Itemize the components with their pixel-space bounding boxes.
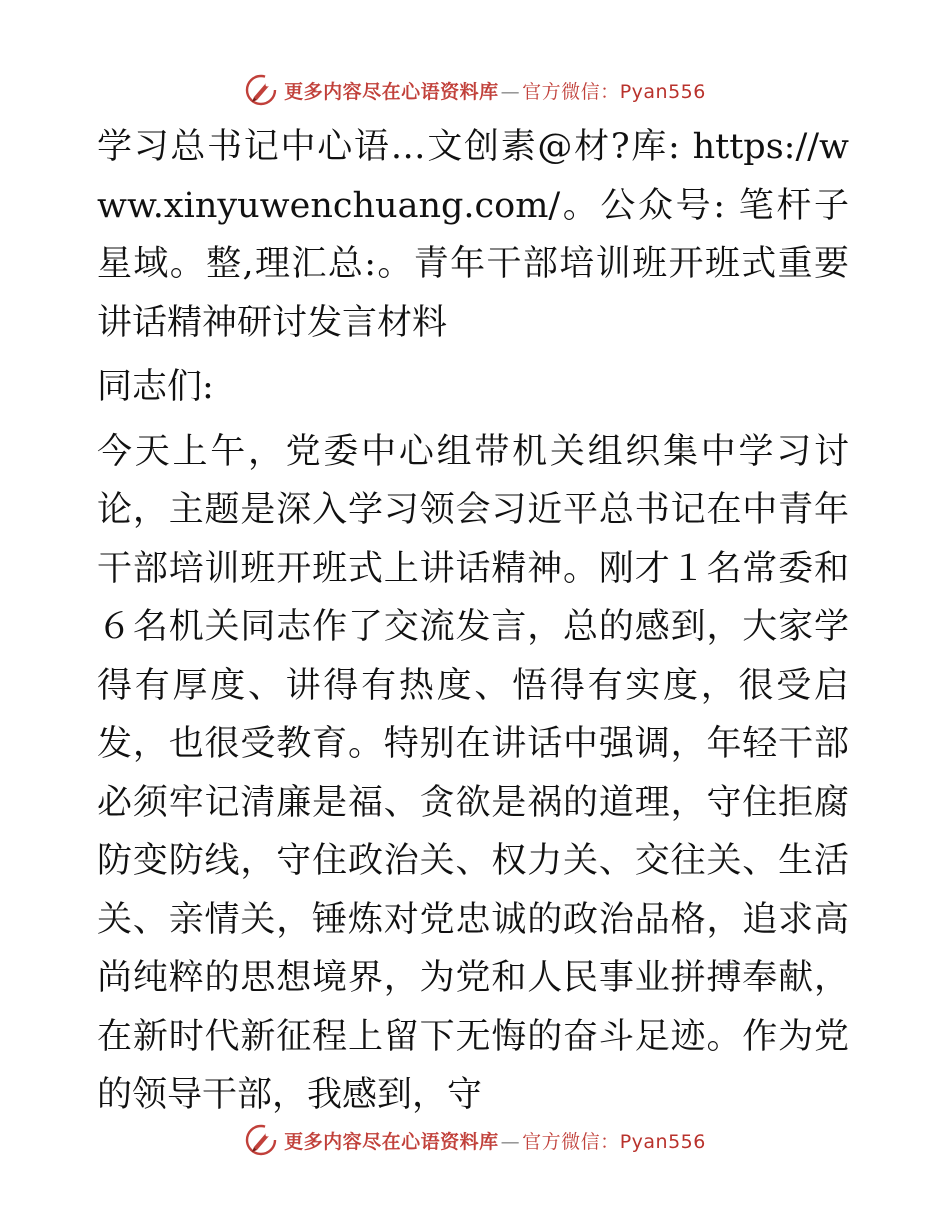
salutation-paragraph: 同志们: xyxy=(97,367,214,407)
document-title-paragraph: 学习总书记中心语…文创素@材?库: https://www.xinyuwenchuang.com/。公众号: 笔杆子星域。整,理汇总:。青年干部培训班开班式重要讲话精神研讨发言材料 xyxy=(97,127,849,343)
watermark-separator: — xyxy=(500,80,521,103)
body-paragraph: 今天上午，党委中心组带机关组织集中学习讨论，主题是深入学习领会习近平总书记在中青年干部培训班开班式上讲话精神。刚才１名常委和６名机关同志作了交流发言，总的感到，大家学得有厚度、讲得有热度、悟得有实度，很受启发，也很受教育。特别在讲话中强调，年轻干部必须牢记清廉是福、贪欲是祸的道理，守住拒腐防变防线，守住政治关、权力关、交往关、生活关、亲情关，锤炼对党忠诚的政治品格，追求高尚纯粹的思想境界，为党和人民事业拼搏奉献，在新时代新征程上留下无悔的奋斗足迹。作为党的领导干部，我感到，守 xyxy=(97,431,849,1115)
watermark-brand: 更多内容尽在心语资料库 xyxy=(284,1130,499,1153)
watermark-wechat-label: 官方微信： xyxy=(522,80,620,103)
brush-pen-logo-icon xyxy=(244,1123,278,1157)
document-body xyxy=(97,118,849,1125)
watermark-wechat-id: Pyan556 xyxy=(619,1130,706,1153)
watermark-text xyxy=(284,77,706,104)
watermark-wechat-label: 官方微信： xyxy=(522,1130,620,1153)
brush-pen-logo-icon xyxy=(244,73,278,107)
watermark-brand: 更多内容尽在心语资料库 xyxy=(284,80,499,103)
watermark-wechat-id: Pyan556 xyxy=(619,80,706,103)
footer-watermark xyxy=(0,1120,950,1160)
watermark-text xyxy=(284,1127,706,1154)
watermark-separator: — xyxy=(500,1130,521,1153)
header-watermark xyxy=(0,70,950,110)
